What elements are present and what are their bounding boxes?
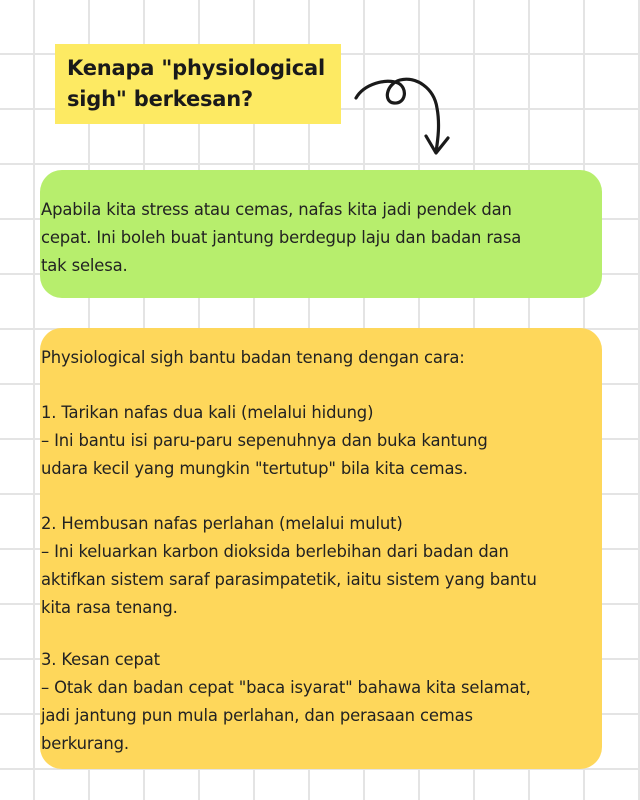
point-title: 3. Kesan cepat <box>41 650 160 669</box>
page-title: Kenapa "physiological sigh" berkesan? <box>67 56 325 111</box>
point-line: – Ini bantu isi paru-paru sepenuhnya dan buka kantung <box>41 431 488 450</box>
curly-arrow-down-icon <box>348 66 460 160</box>
details-heading: Physiological sigh bantu badan tenang dengan cara: <box>41 348 465 367</box>
intro-line: Apabila kita stress atau cemas, nafas kita jadi pendek dan <box>41 200 512 219</box>
point-title: 1. Tarikan nafas dua kali (melalui hidung) <box>41 403 374 422</box>
point-line: berkurang. <box>41 734 129 753</box>
title-highlight <box>55 44 341 124</box>
point-line: udara kecil yang mungkin "tertutup" bila kita cemas. <box>41 459 468 478</box>
intro-line: tak selesa. <box>41 256 128 275</box>
point-line: – Otak dan badan cepat "baca isyarat" bahawa kita selamat, <box>41 678 531 697</box>
point-line: – Ini keluarkan karbon dioksida berlebihan dari badan dan <box>41 542 509 561</box>
point-line: jadi jantung pun mula perlahan, dan perasaan cemas <box>41 706 473 725</box>
intro-line: cepat. Ini boleh buat jantung berdegup laju dan badan rasa <box>41 228 522 247</box>
point-line: kita rasa tenang. <box>41 598 178 617</box>
point-line: aktifkan sistem saraf parasimpatetik, iaitu sistem yang bantu <box>41 570 537 589</box>
point-title: 2. Hembusan nafas perlahan (melalui mulut) <box>41 514 403 533</box>
